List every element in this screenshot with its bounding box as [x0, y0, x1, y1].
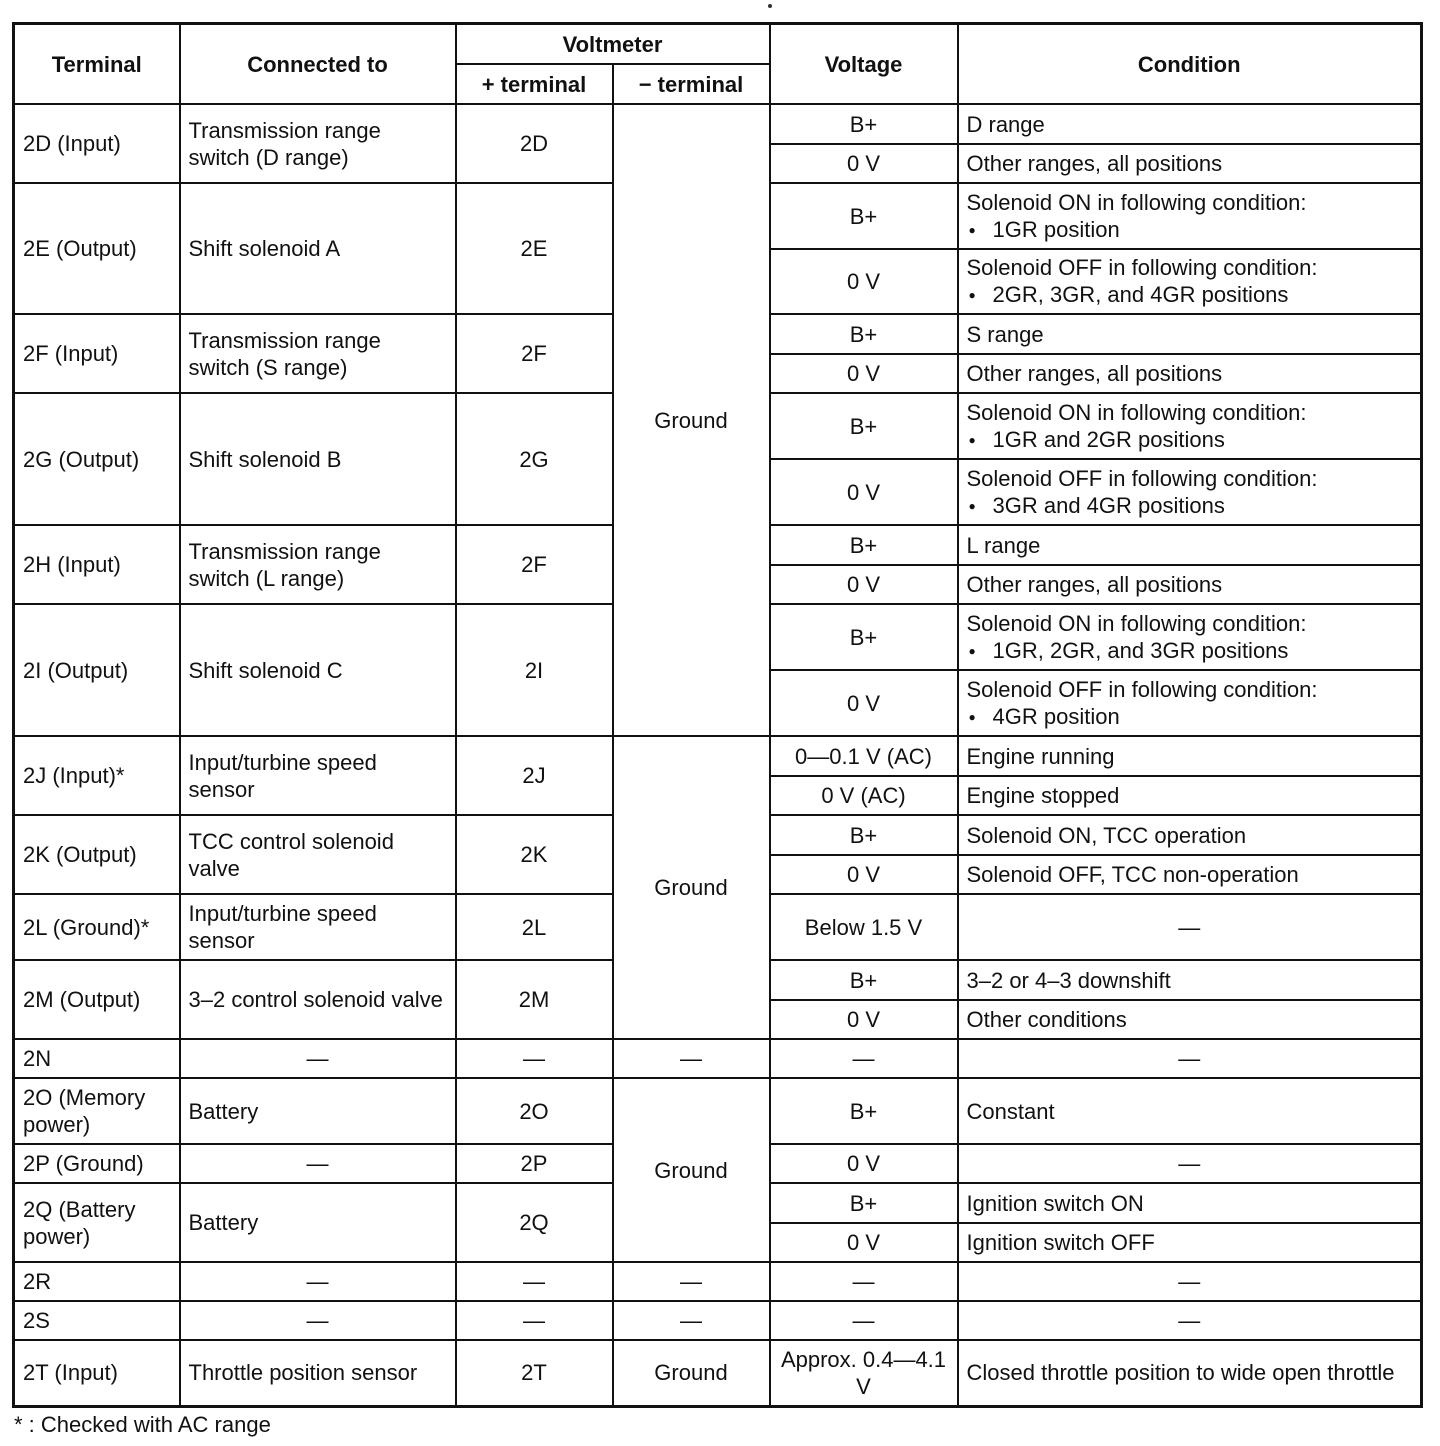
- condition-cell: D range: [958, 104, 1422, 144]
- plus-terminal-cell: 2I: [456, 604, 613, 736]
- terminal-cell: 2H (Input): [14, 525, 180, 604]
- plus-terminal-cell: —: [456, 1301, 613, 1340]
- connected-to-cell: TCC control solenoid valve: [180, 815, 456, 894]
- plus-terminal-cell: 2T: [456, 1340, 613, 1406]
- header-voltmeter: Voltmeter: [456, 24, 770, 65]
- plus-terminal-cell: —: [456, 1039, 613, 1078]
- condition-text: Solenoid ON in following condition:: [966, 189, 1307, 215]
- condition-bullet-text: 4GR position: [992, 703, 1120, 729]
- connected-to-cell: Transmission range switch (L range): [180, 525, 456, 604]
- condition-cell: —: [958, 1144, 1422, 1183]
- condition-bullet-line: [967, 492, 1413, 520]
- connected-to-cell: Shift solenoid B: [180, 393, 456, 525]
- terminal-cell: 2O (Memory power): [14, 1078, 180, 1144]
- condition-bullet-text: 1GR, 2GR, and 3GR positions: [992, 637, 1289, 663]
- plus-terminal-cell: 2J: [456, 736, 613, 815]
- condition-cell: [958, 183, 1422, 249]
- condition-cell: Engine running: [958, 736, 1422, 776]
- plus-terminal-cell: 2Q: [456, 1183, 613, 1262]
- minus-terminal-cell: Ground: [613, 1340, 770, 1406]
- terminal-cell: 2R: [14, 1262, 180, 1301]
- voltage-cell: —: [770, 1301, 958, 1340]
- condition-cell: [958, 670, 1422, 736]
- voltage-cell: —: [770, 1262, 958, 1301]
- terminal-cell: 2Q (Battery power): [14, 1183, 180, 1262]
- terminal-cell: 2L (Ground)*: [14, 894, 180, 960]
- plus-terminal-cell: 2G: [456, 393, 613, 525]
- terminal-voltage-table: [12, 22, 1423, 1408]
- voltage-cell: 0 V: [770, 459, 958, 525]
- voltage-cell: B+: [770, 183, 958, 249]
- voltage-cell: 0 V: [770, 855, 958, 894]
- condition-cell: Other ranges, all positions: [958, 354, 1422, 393]
- header-minus-terminal: − terminal: [613, 64, 770, 104]
- header-condition: Condition: [958, 24, 1422, 105]
- voltage-cell: B+: [770, 1183, 958, 1223]
- condition-cell: Ignition switch ON: [958, 1183, 1422, 1223]
- plus-terminal-cell: 2P: [456, 1144, 613, 1183]
- footnote: * : Checked with AC range: [14, 1412, 271, 1437]
- condition-bullet-line: [967, 426, 1413, 454]
- header-terminal: Terminal: [14, 24, 180, 105]
- minus-terminal-cell: —: [613, 1262, 770, 1301]
- table-row: [14, 104, 1422, 144]
- condition-cell: Solenoid ON, TCC operation: [958, 815, 1422, 855]
- terminal-cell: 2N: [14, 1039, 180, 1078]
- plus-terminal-cell: 2D: [456, 104, 613, 183]
- connected-to-cell: —: [180, 1039, 456, 1078]
- minus-terminal-cell: —: [613, 1301, 770, 1340]
- plus-terminal-cell: 2M: [456, 960, 613, 1039]
- connected-to-cell: —: [180, 1301, 456, 1340]
- terminal-cell: 2G (Output): [14, 393, 180, 525]
- table-body: [14, 104, 1422, 1406]
- terminal-cell: 2P (Ground): [14, 1144, 180, 1183]
- table-row: [14, 1301, 1422, 1340]
- voltage-cell: 0—0.1 V (AC): [770, 736, 958, 776]
- header-connected-to: Connected to: [180, 24, 456, 105]
- voltage-cell: B+: [770, 525, 958, 565]
- voltage-cell: 0 V: [770, 249, 958, 314]
- condition-cell: Solenoid OFF, TCC non-operation: [958, 855, 1422, 894]
- terminal-cell: 2M (Output): [14, 960, 180, 1039]
- condition-cell: Other conditions: [958, 1000, 1422, 1039]
- connected-to-cell: Input/turbine speed sensor: [180, 736, 456, 815]
- plus-terminal-cell: —: [456, 1262, 613, 1301]
- terminal-cell: 2J (Input)*: [14, 736, 180, 815]
- condition-cell: Closed throttle position to wide open throttle: [958, 1340, 1422, 1406]
- table-row: [14, 1039, 1422, 1078]
- condition-cell: Constant: [958, 1078, 1422, 1144]
- voltage-cell: B+: [770, 960, 958, 1000]
- connected-to-cell: 3–2 control solenoid valve: [180, 960, 456, 1039]
- condition-text: Solenoid OFF in following condition:: [966, 255, 1318, 280]
- condition-cell: —: [958, 894, 1422, 960]
- voltage-cell: Approx. 0.4—4.1 V: [770, 1340, 958, 1406]
- condition-cell: [958, 249, 1422, 314]
- voltage-cell: 0 V: [770, 670, 958, 736]
- condition-bullet-text: 1GR position: [992, 216, 1120, 242]
- voltage-cell: 0 V: [770, 1223, 958, 1262]
- voltage-cell: 0 V: [770, 354, 958, 393]
- ground-cell: Ground: [613, 104, 770, 736]
- table-row: [14, 1078, 1422, 1144]
- stray-dot-mark: [768, 4, 772, 8]
- condition-text: Solenoid OFF in following condition:: [966, 465, 1318, 491]
- condition-cell: L range: [958, 525, 1422, 565]
- condition-cell: Other ranges, all positions: [958, 565, 1422, 604]
- condition-bullet-line: [967, 703, 1413, 731]
- terminal-cell: 2D (Input): [14, 104, 180, 183]
- voltage-cell: B+: [770, 393, 958, 459]
- condition-bullet-text: 3GR and 4GR positions: [992, 492, 1225, 518]
- voltage-cell: B+: [770, 815, 958, 855]
- bullet-icon: ●: [968, 222, 976, 237]
- condition-text: Solenoid ON in following condition:: [966, 399, 1307, 425]
- minus-terminal-cell: —: [613, 1039, 770, 1078]
- condition-cell: —: [958, 1039, 1422, 1078]
- terminal-cell: 2E (Output): [14, 183, 180, 314]
- terminal-cell: 2S: [14, 1301, 180, 1340]
- header-plus-terminal: + terminal: [456, 64, 613, 104]
- connected-to-cell: Battery: [180, 1183, 456, 1262]
- voltage-cell: —: [770, 1039, 958, 1078]
- condition-bullet-line: [967, 281, 1413, 309]
- bullet-icon: ●: [968, 498, 976, 513]
- bullet-icon: ●: [968, 432, 976, 447]
- condition-cell: [958, 393, 1422, 459]
- plus-terminal-cell: 2L: [456, 894, 613, 960]
- voltage-cell: 0 V: [770, 1000, 958, 1039]
- plus-terminal-cell: 2F: [456, 525, 613, 604]
- condition-bullet-text: 1GR and 2GR positions: [992, 426, 1225, 452]
- condition-cell: —: [958, 1262, 1422, 1301]
- voltage-cell: B+: [770, 604, 958, 670]
- terminal-cell: 2K (Output): [14, 815, 180, 894]
- connected-to-cell: Battery: [180, 1078, 456, 1144]
- voltage-cell: B+: [770, 314, 958, 354]
- voltage-cell: B+: [770, 1078, 958, 1144]
- condition-text: Solenoid ON in following condition:: [966, 610, 1307, 636]
- connected-to-cell: Shift solenoid C: [180, 604, 456, 736]
- bullet-icon: ●: [968, 288, 976, 302]
- table-row: [14, 1340, 1422, 1406]
- voltage-cell: 0 V (AC): [770, 776, 958, 815]
- condition-cell: [958, 604, 1422, 670]
- terminal-cell: 2F (Input): [14, 314, 180, 393]
- voltage-cell: 0 V: [770, 1144, 958, 1183]
- bullet-icon: ●: [968, 643, 976, 658]
- connected-to-cell: Transmission range switch (S range): [180, 314, 456, 393]
- plus-terminal-cell: 2E: [456, 183, 613, 314]
- condition-text: Solenoid OFF in following condition:: [966, 676, 1318, 702]
- voltage-cell: 0 V: [770, 565, 958, 604]
- terminal-cell: 2I (Output): [14, 604, 180, 736]
- condition-bullet-line: [967, 216, 1413, 244]
- ground-cell: Ground: [613, 736, 770, 1039]
- condition-cell: 3–2 or 4–3 downshift: [958, 960, 1422, 1000]
- connected-to-cell: Shift solenoid A: [180, 183, 456, 314]
- plus-terminal-cell: 2K: [456, 815, 613, 894]
- connected-to-cell: —: [180, 1144, 456, 1183]
- header-voltage: Voltage: [770, 24, 958, 105]
- connected-to-cell: —: [180, 1262, 456, 1301]
- condition-cell: Engine stopped: [958, 776, 1422, 815]
- connected-to-cell: Input/turbine speed sensor: [180, 894, 456, 960]
- connected-to-cell: Throttle position sensor: [180, 1340, 456, 1406]
- bullet-icon: ●: [968, 709, 976, 724]
- voltage-cell: Below 1.5 V: [770, 894, 958, 960]
- voltage-cell: 0 V: [770, 144, 958, 183]
- ground-cell: Ground: [613, 1078, 770, 1262]
- condition-cell: S range: [958, 314, 1422, 354]
- condition-cell: —: [958, 1301, 1422, 1340]
- condition-cell: Ignition switch OFF: [958, 1223, 1422, 1262]
- plus-terminal-cell: 2F: [456, 314, 613, 393]
- plus-terminal-cell: 2O: [456, 1078, 613, 1144]
- connected-to-cell: Transmission range switch (D range): [180, 104, 456, 183]
- condition-cell: Other ranges, all positions: [958, 144, 1422, 183]
- voltage-cell: B+: [770, 104, 958, 144]
- table-row: [14, 1262, 1422, 1301]
- condition-bullet-text: 2GR, 3GR, and 4GR positions: [992, 282, 1289, 307]
- terminal-cell: 2T (Input): [14, 1340, 180, 1406]
- condition-cell: [958, 459, 1422, 525]
- condition-bullet-line: [967, 637, 1413, 665]
- table-row: [14, 736, 1422, 776]
